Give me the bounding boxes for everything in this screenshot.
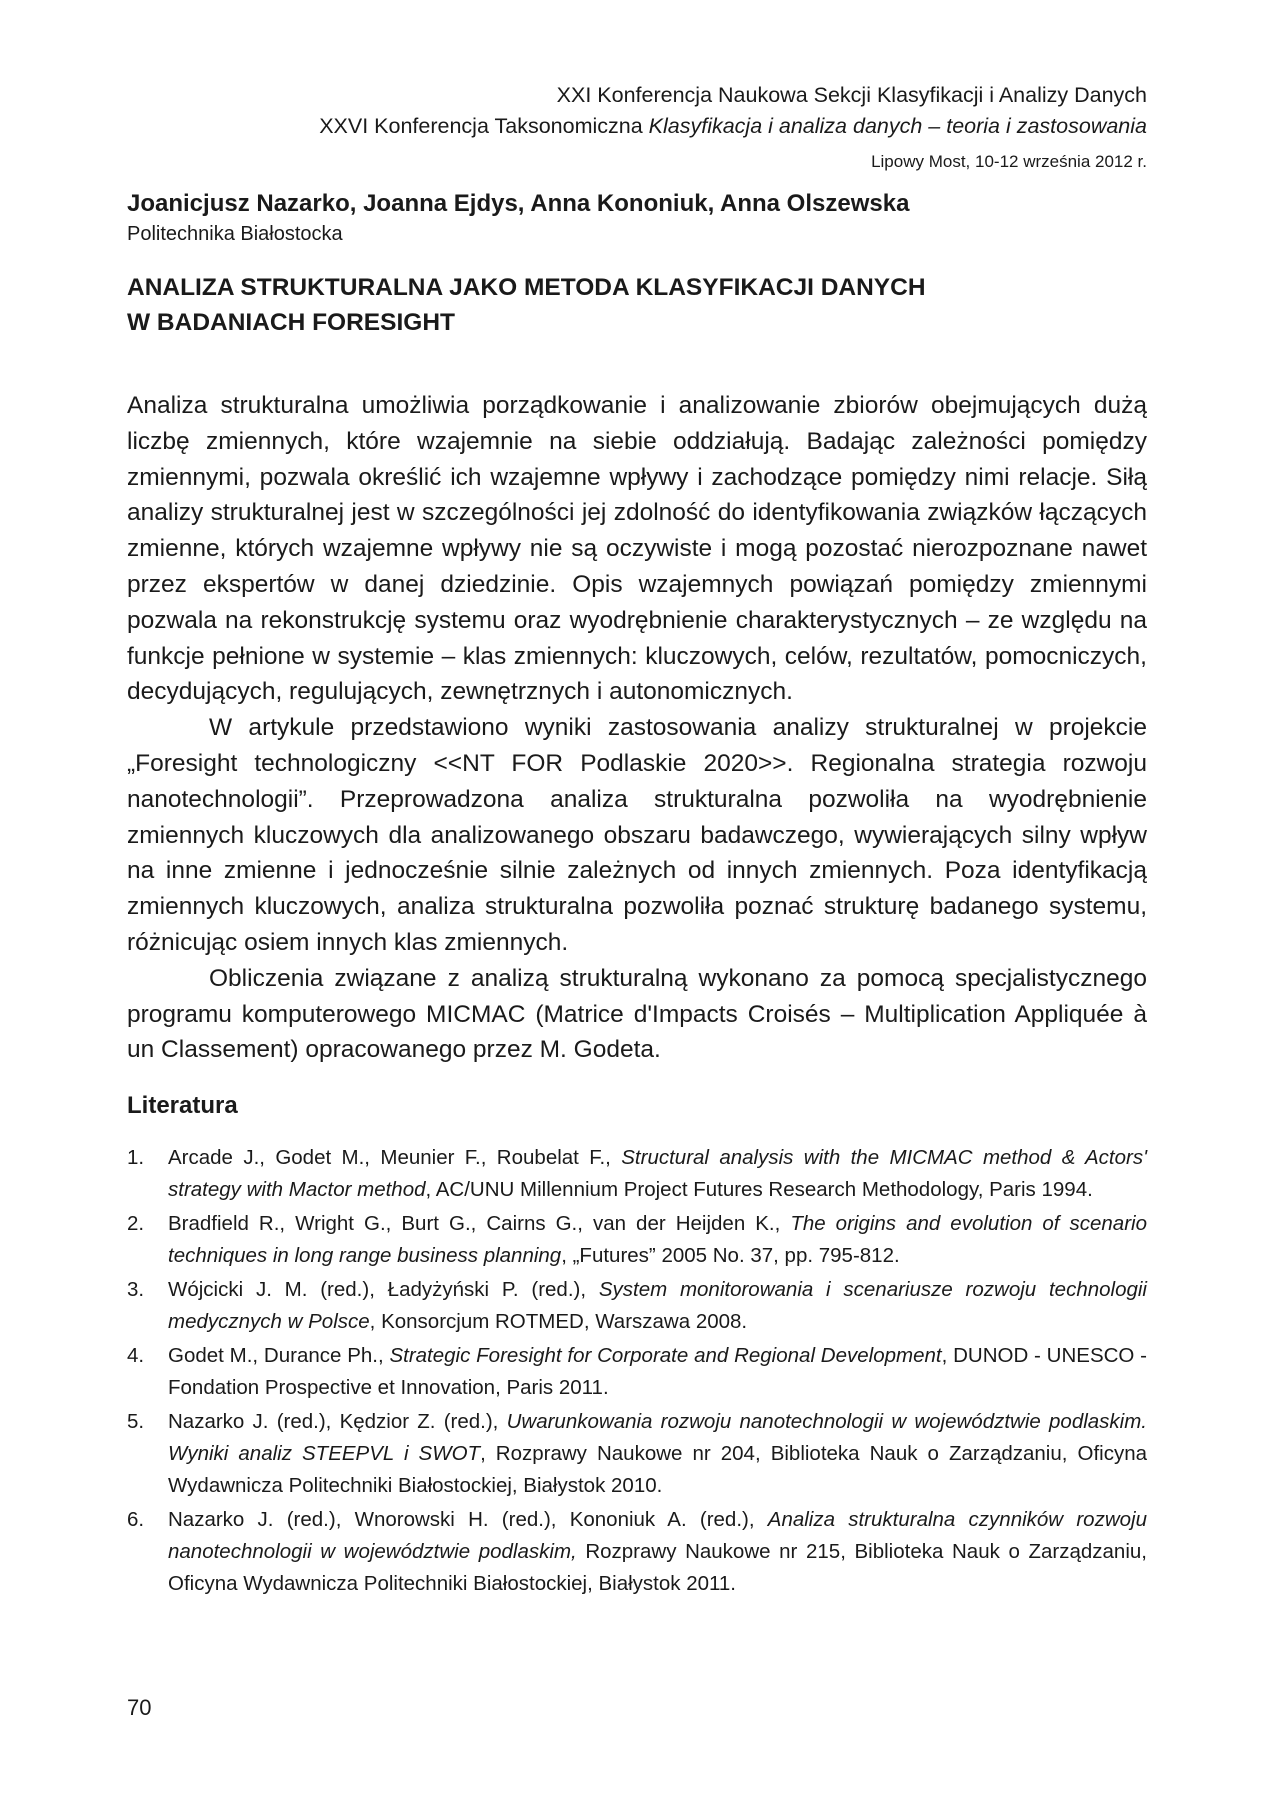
page-number: 70 xyxy=(127,1695,152,1720)
reference-authors: Bradfield R., Wright G., Burt G., Cairns G., van der Heijden K., xyxy=(168,1212,791,1236)
reference-title: Structural analysis with the MICMAC method & Actors' strategy with Mactor method xyxy=(168,1146,1147,1202)
reference-item xyxy=(127,1274,1147,1338)
reference-title: The origins and evolution of scenario techniques in long range business planning xyxy=(168,1212,1147,1268)
reference-item xyxy=(127,1208,1147,1272)
reference-authors: Nazarko J. (red.), Kędzior Z. (red.), xyxy=(168,1410,507,1434)
paragraph: Analiza strukturalna umożliwia porządkowanie i analizowanie zbiorów obejmujących dużą liczbę zmiennych, które wzajemnie na siebie oddziałują. Badając zależności pomiędzy zmiennymi, pozwala określić ich wzajemne wpływy i zachodzące pomiędzy nimi relacje. Siłą analizy strukturalnej jest w szczególności jej zdolność do identyfikowania związków łączących zmienne, których wzajemne wpływy nie są oczywiste i mogą pozostać nierozpoznane nawet przez ekspertów w danej dziedzinie. Opis wzajemnych powiązań pomiędzy zmiennymi pozwala na rekonstrukcję systemu oraz wyodrębnienie charakterystycznych – ze względu na funkcje pełnione w systemie – klas zmiennych: kluczowych, celów, rezultatów, pomocniczych, decydujących, regulujących, zewnętrznych i autonomicznych. xyxy=(127,392,1147,706)
reference-item xyxy=(127,1340,1147,1404)
reference-title: Uwarunkowania rozwoju nanotechnologii w województwie podlaskim. Wyniki analiz STEEPVL i SWOT xyxy=(168,1410,1147,1466)
reference-details: , DUNOD - UNESCO - Fondation Prospective et Innovation, Paris 2011. xyxy=(168,1344,1147,1400)
paragraph: W artykule przedstawiono wyniki zastosowania analizy strukturalnej w projekcie „Foresight technologiczny <<NT FOR Podlaskie 2020>>. Regionalna strategia rozwoju nanotechnologii”. Przeprowadzona analiza strukturalna pozwoliła na wyodrębnienie zmiennych kluczowych dla analizowanego obszaru badawczego, wywierających silny wpływ na inne zmienne i jednocześnie silnie zależnych od innych zmiennych. Poza identyfikacją zmiennych kluczowych, analiza strukturalna pozwoliła poznać strukturę badanego systemu, różnicując osiem innych klas zmiennych. xyxy=(127,714,1147,956)
reference-number: 1. xyxy=(127,1146,145,1170)
reference-number: 4. xyxy=(127,1344,145,1368)
affiliation: Politechnika Białostocka xyxy=(127,223,343,245)
conference-header xyxy=(319,80,1147,177)
abstract-body xyxy=(127,388,1147,1068)
reference-list xyxy=(127,1142,1147,1600)
header-dates: Lipowy Most, 10-12 września 2012 r. xyxy=(871,152,1147,171)
reference-number: 3. xyxy=(127,1278,145,1302)
reference-authors: Nazarko J. (red.), Wnorowski H. (red.), Kononiuk A. (red.), xyxy=(168,1508,768,1532)
paragraph: Obliczenia związane z analizą strukturalną wykonano za pomocą specjalistycznego programu komputerowego MICMAC (Matrice d'Impacts Croisés – Multiplication Appliquée à un Classement) opracowanego przez M. Godeta. xyxy=(127,964,1147,1064)
reference-details: , „Futures” 2005 No. 37, pp. 795-812. xyxy=(561,1244,900,1268)
authors: Joanicjusz Nazarko, Joanna Ejdys, Anna Kononiuk, Anna Olszewska xyxy=(127,190,910,217)
reference-item xyxy=(127,1504,1147,1600)
article-content xyxy=(127,188,1147,1602)
reference-details: , Rozprawy Naukowe nr 204, Biblioteka Nauk o Zarządzaniu, Oficyna Wydawnicza Politechniki Białostockiej, Białystok 2010. xyxy=(168,1442,1147,1498)
reference-details: , AC/UNU Millennium Project Futures Research Methodology, Paris 1994. xyxy=(425,1178,1093,1202)
reference-authors: Wójcicki J. M. (red.), Ładyżyński P. (red.), xyxy=(168,1278,599,1302)
reference-title: Strategic Foresight for Corporate and Regional Development xyxy=(389,1344,942,1368)
title-line-1: ANALIZA STRUKTURALNA JAKO METODA KLASYFIKACJI DANYCH xyxy=(127,274,926,301)
reference-details: , Konsorcjum ROTMED, Warszawa 2008. xyxy=(369,1310,748,1334)
header-line-2-italic: Klasyfikacja i analiza danych – teoria i zastosowania xyxy=(648,114,1147,138)
reference-title: System monitorowania i scenariusze rozwoju technologii medycznych w Polsce xyxy=(168,1278,1147,1334)
header-line-1: XXI Konferencja Naukowa Sekcji Klasyfikacji i Analizy Danych xyxy=(556,83,1147,107)
reference-number: 2. xyxy=(127,1212,145,1236)
header-line-2 xyxy=(319,111,1147,142)
reference-authors: Godet M., Durance Ph., xyxy=(168,1344,390,1368)
reference-authors: Arcade J., Godet M., Meunier F., Roubelat F., xyxy=(168,1146,622,1170)
header-line-2-plain: XXVI Konferencja Taksonomiczna xyxy=(319,114,649,138)
reference-title: Analiza strukturalna czynników rozwoju nanotechnologii w województwie podlaskim, xyxy=(168,1508,1147,1564)
title-line-2: W BADANIACH FORESIGHT xyxy=(127,309,456,336)
reference-item xyxy=(127,1142,1147,1206)
reference-item xyxy=(127,1406,1147,1502)
reference-details: Rozprawy Naukowe nr 215, Biblioteka Nauk o Zarządzaniu, Oficyna Wydawnicza Politechniki Białostockiej, Białystok 2011. xyxy=(168,1540,1147,1596)
reference-number: 6. xyxy=(127,1508,145,1532)
literature-heading: Literatura xyxy=(127,1092,238,1120)
reference-number: 5. xyxy=(127,1410,145,1434)
article-title xyxy=(127,270,1147,340)
